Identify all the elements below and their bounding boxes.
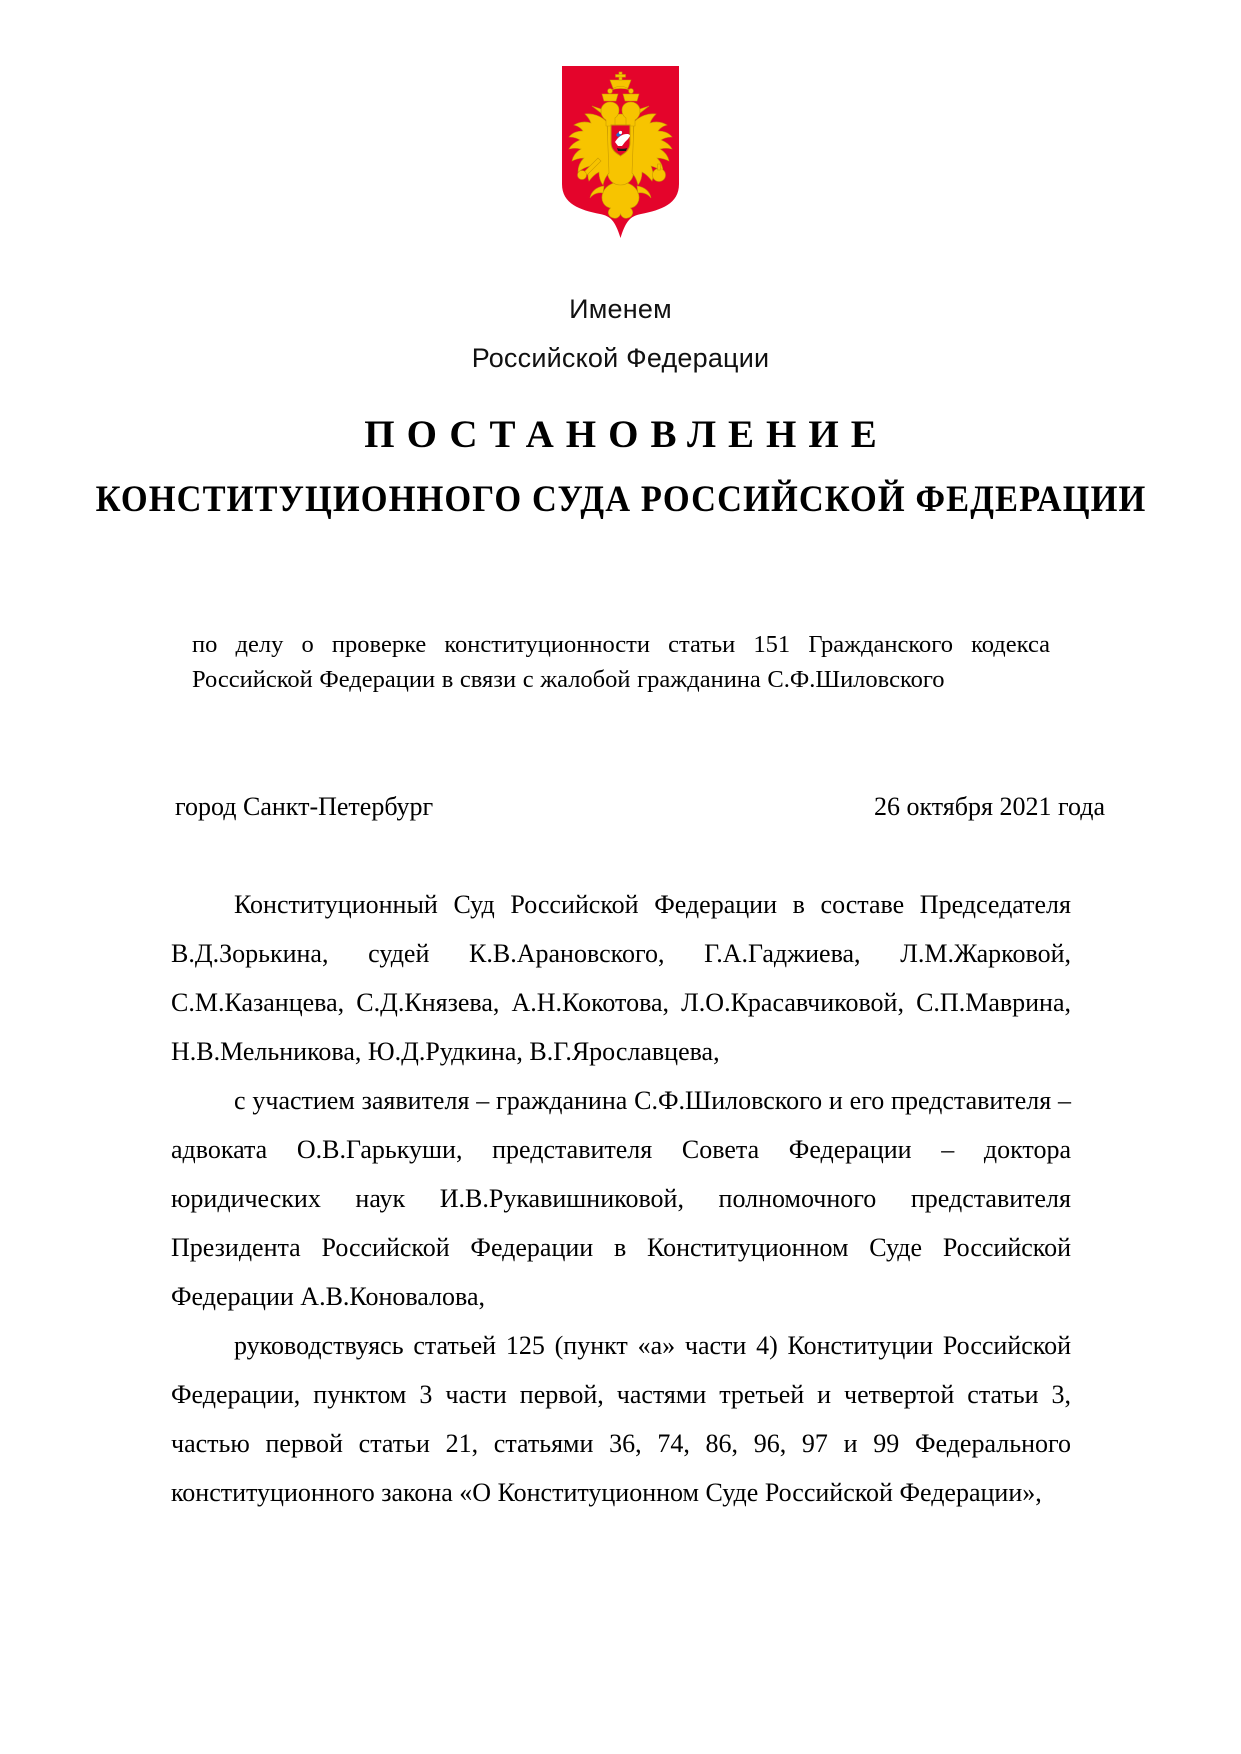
document-body — [171, 880, 1071, 1517]
city-label: город Санкт-Петербург — [175, 792, 434, 821]
emblem-container — [0, 62, 1241, 250]
page-subtitle: КОНСТИТУЦИОННОГО СУДА РОССИЙСКОЙ ФЕДЕРАЦИИ — [95, 479, 1147, 520]
page-title: ПОСТАНОВЛЕНИЕ — [364, 413, 889, 456]
in-the-name-of-block — [0, 285, 1241, 383]
paragraph-participants: с участием заявителя – гражданина С.Ф.Шиловского и его представителя – адвоката О.В.Гарькуши, представителя Совета Федерации – доктора юридических наук И.В.Рукавишниковой, полномочного представителя Президента Российской Федерации в Конституционном Суде Российской Федерации А.В.Коновалова, — [171, 1086, 1071, 1311]
paragraph-composition: Конституционный Суд Российской Федерации в составе Председателя В.Д.Зорькина, судей К.В.Арановского, Г.А.Гаджиева, Л.М.Жарковой, С.М.Казанцева, С.Д.Князева, А.Н.Кокотова, Л.О.Красавчиковой, С.П.Маврина, Н.В.Мельникова, Ю.Д.Рудкина, В.Г.Ярославцева, — [171, 890, 1071, 1066]
date-label: 26 октября 2021 года — [874, 792, 1105, 821]
case-description: по делу о проверке конституционности статьи 151 Гражданского кодекса Российской Федерации в связи с жалобой гражданина С.Ф.Шиловского — [192, 631, 1050, 693]
in-the-name-line2: Российской Федерации — [471, 343, 770, 373]
paragraph-legal-basis: руководствуясь статьей 125 (пункт «а» части 4) Конституции Российской Федерации, пунктом 3 части первой, частями третьей и четвертой статьи 3, частью первой статьи 21, статьями 36, 74, 86, 96, 97 и 99 Федерального конституционного закона «О Конституционном Суде Российской Федерации», — [171, 1331, 1071, 1507]
place-date-line — [175, 790, 1105, 824]
in-the-name-line1: Именем — [569, 294, 672, 324]
russian-coat-of-arms-icon — [558, 62, 683, 250]
